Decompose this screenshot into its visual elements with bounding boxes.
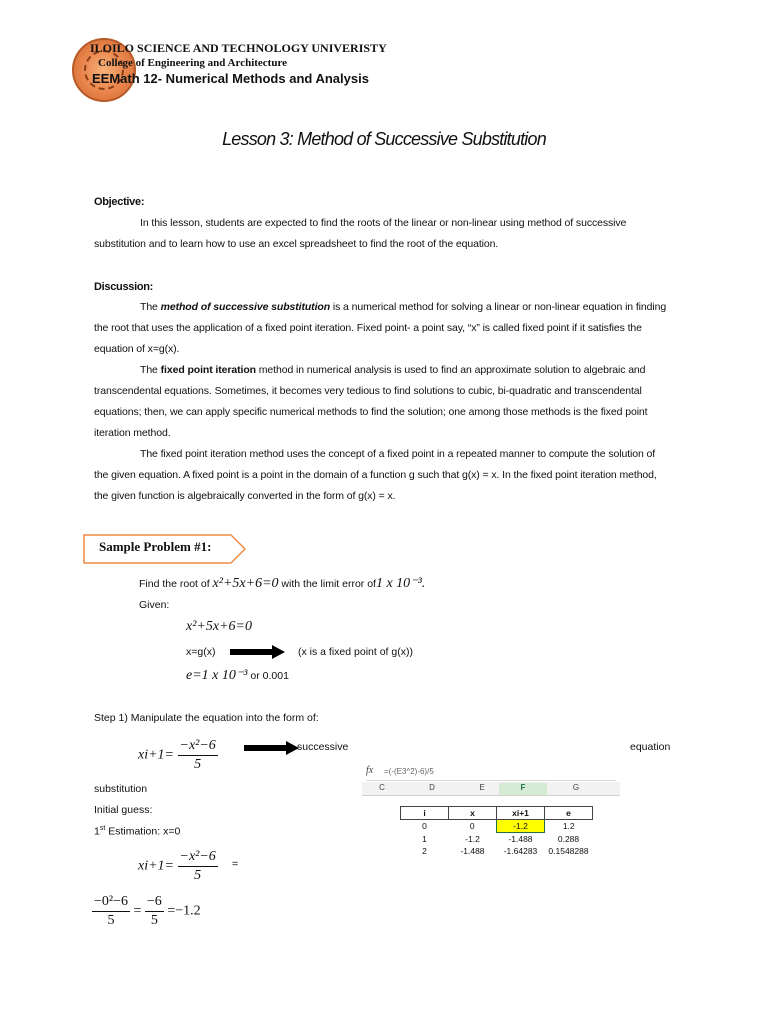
given-equation: x²+5x+6=0 xyxy=(186,619,252,634)
table-cell: -1.64283 xyxy=(503,846,538,856)
lesson-title: Lesson 3: Method of Successive Substitution xyxy=(222,129,546,149)
course-title: EEMath 12- Numerical Methods and Analysis xyxy=(92,71,369,86)
xg-note: (x is a fixed point of g(x)) xyxy=(298,646,413,658)
table-cell: 0 xyxy=(422,821,427,832)
discussion-paragraph-1: The method of successive substitution is a numerical method for solving a linear or non-linear equation in finding the root that uses the application of a fixed point iteration. Fixed point- a point say, “x” is called fixed point if it satisfies the equation of x=g(x). xyxy=(94,301,667,355)
table-cell: -1.2 xyxy=(465,833,480,844)
excel-formula-bar xyxy=(366,764,616,781)
table-cell: 0.1548288 xyxy=(548,846,589,856)
table-header: x xyxy=(449,807,497,820)
discussion-paragraph-3: The fixed point iteration method uses the concept of a fixed point in a repeated manner to compute the solution of the given equation. A fixed point is a point in the domain of a function g such that g(x) = x. In the fixed point iteration method, the given function is algebraically converted in the form of g(x) = x. xyxy=(94,448,657,502)
column-letter-selected: F xyxy=(499,783,547,795)
given-label: Given: xyxy=(139,599,170,611)
excel-column-headers xyxy=(362,782,620,796)
selected-cell[interactable]: -1.2 xyxy=(497,820,545,833)
table-cell: 0 xyxy=(469,821,475,832)
objective-line: In this lesson, students are expected to find the roots of the linear or non-linear using method of successive xyxy=(140,217,627,229)
table-cell: 0.288 xyxy=(557,833,580,844)
table-header: i xyxy=(401,807,449,820)
objective-line: substitution and to learn how to use an excel spreadsheet to find the root of the equation. xyxy=(94,238,499,250)
first-estimation-calc: $\frac{\text{−0²−6}}{5}$ = $\frac{-6}{5}$ =−1.2 xyxy=(94,894,201,928)
objective-heading: Objective: xyxy=(94,196,145,208)
table-cell: 1.2 xyxy=(562,821,575,832)
table-cell: 2 xyxy=(422,846,427,856)
arrow-right-icon xyxy=(244,741,300,755)
table-row xyxy=(401,833,593,846)
sample-problem-label: Sample Problem #1: xyxy=(99,539,212,554)
word-equation: equation xyxy=(630,741,671,753)
error-equation: e=1 x 10⁻³ or 0.001 xyxy=(186,668,289,683)
word-substitution: substitution xyxy=(94,783,148,795)
table-header: e xyxy=(545,807,593,820)
word-successive: successive xyxy=(297,741,349,753)
initial-guess-label: Initial guess: xyxy=(94,804,153,816)
excel-formula: =(-(E3^2)-6)/5 xyxy=(384,767,434,776)
equals-sign: = xyxy=(232,858,239,870)
problem-statement: Find the root of x²+5x+6=0 with the limit error of1 x 10⁻³. xyxy=(139,576,426,591)
column-letter: E xyxy=(479,783,485,792)
discussion-heading: Discussion: xyxy=(94,281,154,293)
table-row xyxy=(401,845,593,857)
arrow-right-icon xyxy=(230,645,286,659)
iteration-formula: xi+1= $\frac{\text{−x²−6}}{5}$ xyxy=(138,738,216,772)
table-cell: -1.488 xyxy=(460,846,485,856)
first-estimation-label: 1st Estimation: x=0 xyxy=(94,825,181,838)
column-letter: G xyxy=(572,783,580,792)
excel-table xyxy=(400,806,593,857)
iteration-formula-repeat: xi+1= $\frac{\text{−x²−6}}{5}$ xyxy=(138,849,216,883)
college-name: College of Engineering and Architecture xyxy=(98,57,288,69)
discussion-paragraph-2: The fixed point iteration method in numerical analysis is used to find an approximate solution to algebraic and transcendental equations. Sometimes, it becomes very tedious to find solutions to cubic, bi-quadratic and transcendental equations; then, we can apply specific numerical methods to find the solution; one among those methods is the fixed point iteration method. xyxy=(94,364,648,439)
highlight-term: fixed point iteration xyxy=(160,364,256,376)
objective-paragraph xyxy=(94,213,674,255)
table-header: xi+1 xyxy=(497,807,545,820)
fx-icon: fx xyxy=(366,765,374,776)
table-cell: -1.488 xyxy=(508,834,533,844)
university-name: ILOILO SCIENCE AND TECHNOLOGY UNIVERISTY xyxy=(90,41,387,55)
table-row xyxy=(401,820,593,833)
table-cell: 1 xyxy=(422,833,427,844)
column-letter: C xyxy=(379,783,385,792)
highlight-term: method of successive substitution xyxy=(160,301,331,313)
xg-label: x=g(x) xyxy=(186,646,216,658)
column-letter: D xyxy=(429,783,435,792)
step-1-label: Step 1) Manipulate the equation into the form of: xyxy=(94,712,319,724)
